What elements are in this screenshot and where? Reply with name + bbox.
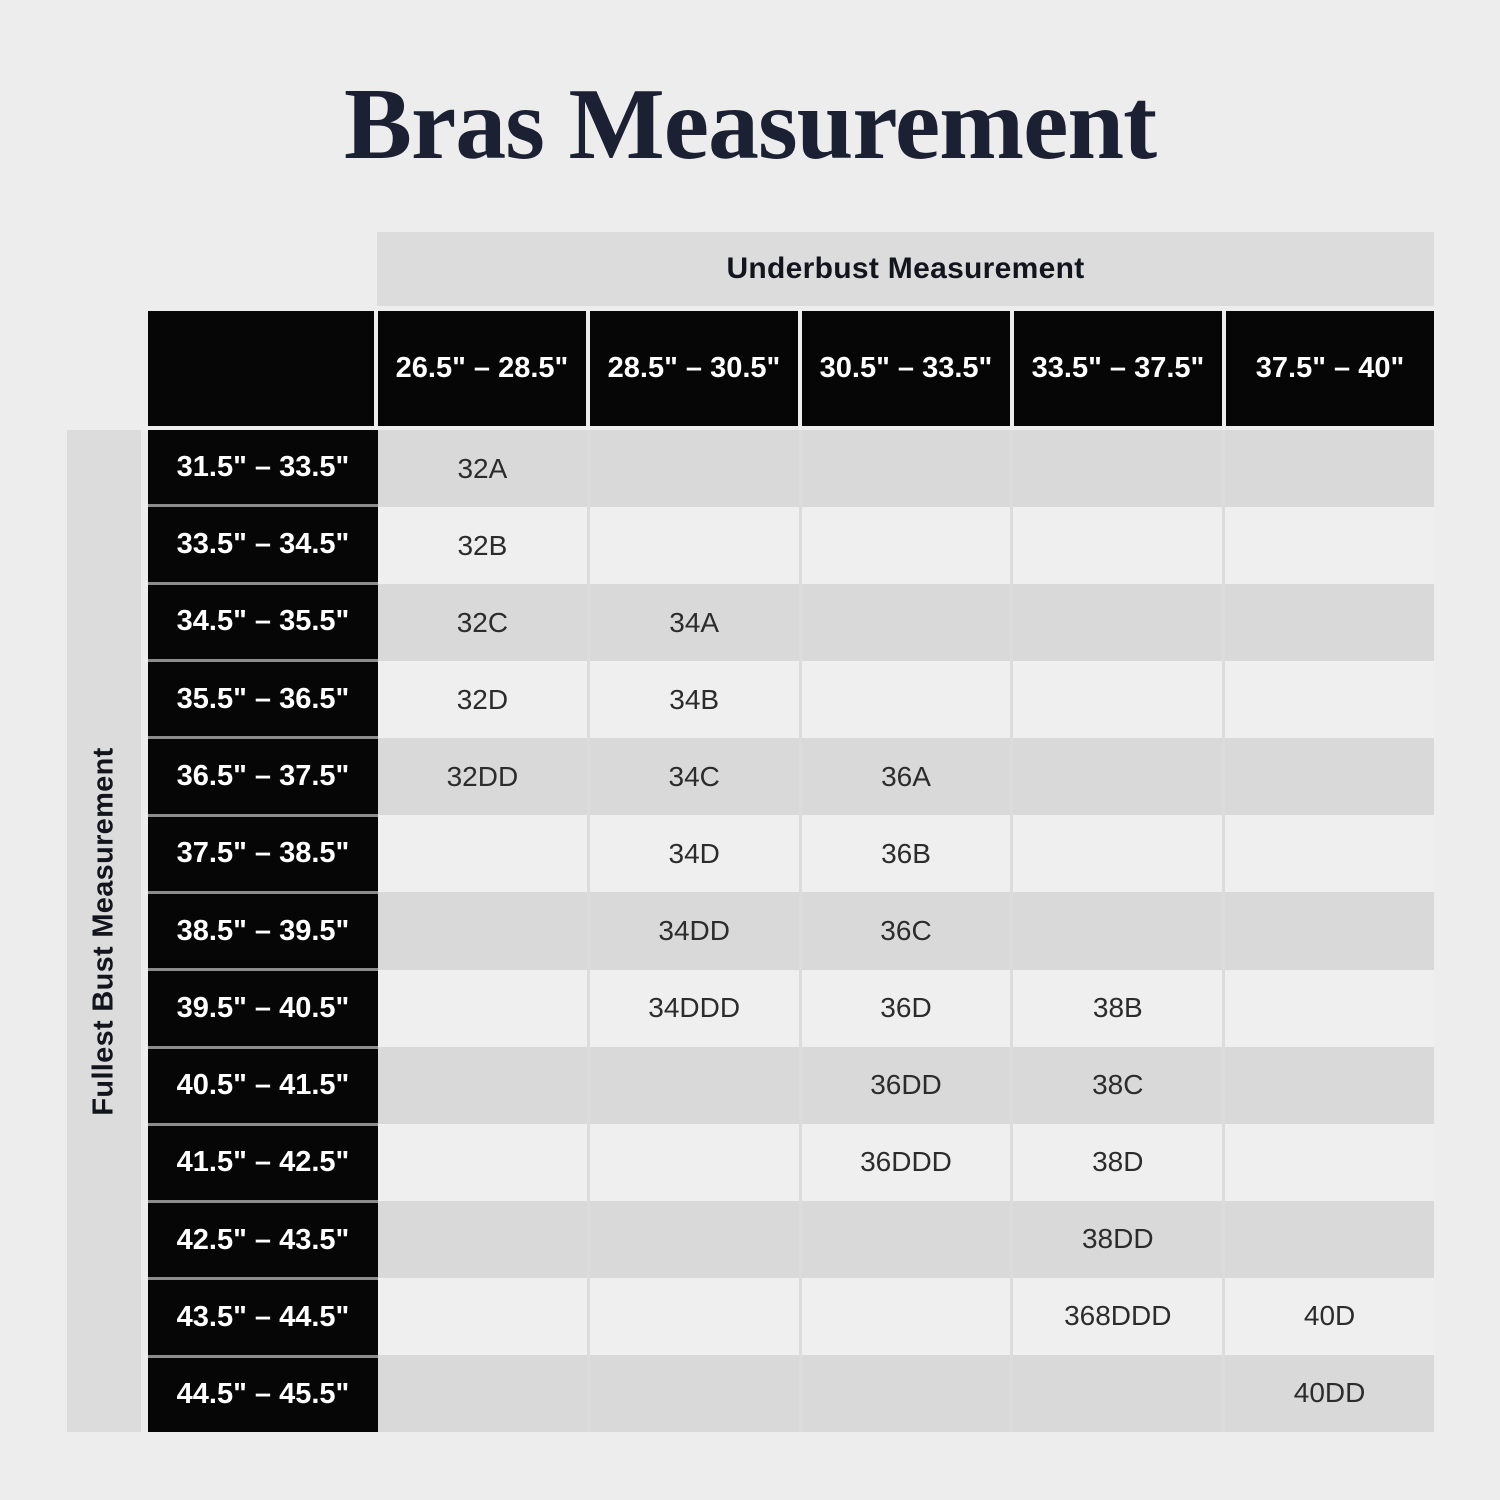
size-cell: 36D <box>799 970 1011 1047</box>
size-cell <box>587 430 799 507</box>
size-cell: 34D <box>587 815 799 892</box>
page-title: Bras Measurement <box>343 68 1157 181</box>
size-cell: 40D <box>1222 1278 1434 1355</box>
size-cell: 32DD <box>446 760 519 792</box>
size-row <box>378 892 1434 969</box>
column-header: 37.5" – 40" <box>1226 311 1434 426</box>
size-cell: 34B <box>587 661 799 738</box>
underbust-measurement-label: Underbust Measurement <box>726 252 1085 285</box>
size-cell: 38DD <box>1010 1201 1222 1278</box>
size-cell: 36A <box>799 738 1011 815</box>
size-cell <box>1010 430 1222 507</box>
size-cell <box>799 1201 1011 1278</box>
size-cell <box>1222 1047 1434 1124</box>
column-header: 30.5" – 33.5" <box>802 311 1010 426</box>
underbust-measurement-band <box>377 232 1434 306</box>
column-headers-row <box>378 311 1434 426</box>
size-cell <box>587 507 799 584</box>
size-cell: 34A <box>587 584 799 661</box>
size-cell <box>1222 430 1434 507</box>
row-header: 44.5" – 45.5" <box>148 1355 378 1432</box>
size-cell: 40DD <box>1222 1355 1434 1432</box>
size-cell: 36DD <box>799 1047 1011 1124</box>
size-row <box>378 1124 1434 1201</box>
row-header: 31.5" – 33.5" <box>148 430 378 504</box>
row-header: 43.5" – 44.5" <box>148 1277 378 1354</box>
size-cell <box>1010 738 1222 815</box>
column-header: 26.5" – 28.5" <box>378 311 586 426</box>
size-cell <box>378 1124 587 1201</box>
size-cell <box>799 1278 1011 1355</box>
size-cell: 368DDD <box>1010 1278 1222 1355</box>
row-header: 42.5" – 43.5" <box>148 1200 378 1277</box>
size-cell: 34C <box>587 738 799 815</box>
size-cell <box>1010 892 1222 969</box>
size-cell <box>378 815 587 892</box>
size-cell: 32A <box>457 452 508 484</box>
size-row <box>378 661 1434 738</box>
size-cell <box>1222 738 1434 815</box>
size-cell <box>1222 1124 1434 1201</box>
size-cell: 32B <box>457 529 508 561</box>
row-header: 40.5" – 41.5" <box>148 1046 378 1123</box>
size-row <box>378 1201 1434 1278</box>
size-cell: 38C <box>1010 1047 1222 1124</box>
size-cell <box>378 892 587 969</box>
size-cell: 38B <box>1010 970 1222 1047</box>
size-cell <box>1222 815 1434 892</box>
size-cell <box>1010 1355 1222 1432</box>
row-header: 37.5" – 38.5" <box>148 814 378 891</box>
size-cell <box>1010 815 1222 892</box>
size-cell <box>1010 661 1222 738</box>
size-row <box>378 815 1434 892</box>
size-cell: 38D <box>1010 1124 1222 1201</box>
column-header: 28.5" – 30.5" <box>590 311 798 426</box>
size-cell <box>587 1355 799 1432</box>
size-cell <box>587 1047 799 1124</box>
size-cell <box>799 430 1011 507</box>
row-header: 34.5" – 35.5" <box>148 582 378 659</box>
size-cell <box>587 1124 799 1201</box>
size-cell <box>378 1278 587 1355</box>
size-cell: 34DD <box>587 892 799 969</box>
row-header: 39.5" – 40.5" <box>148 968 378 1045</box>
size-row <box>378 507 1434 584</box>
size-cell: 36DDD <box>799 1124 1011 1201</box>
size-cell <box>1222 1201 1434 1278</box>
size-cell: 36B <box>799 815 1011 892</box>
size-row <box>378 1278 1434 1355</box>
size-row <box>378 584 1434 661</box>
table-corner-cell <box>148 311 374 426</box>
fullest-bust-measurement-label: Fullest Bust Measurement <box>87 746 120 1116</box>
size-cell <box>799 507 1011 584</box>
row-headers-column <box>148 430 378 1432</box>
size-cell <box>799 661 1011 738</box>
size-cell <box>587 1278 799 1355</box>
column-header: 33.5" – 37.5" <box>1014 311 1222 426</box>
size-cell <box>1222 507 1434 584</box>
size-row <box>378 430 1434 507</box>
size-cell <box>378 1355 587 1432</box>
size-cell <box>1222 661 1434 738</box>
size-cell <box>378 1201 587 1278</box>
fullest-bust-measurement-band <box>67 430 141 1432</box>
size-cell <box>1222 970 1434 1047</box>
row-header: 38.5" – 39.5" <box>148 891 378 968</box>
size-cell <box>587 1201 799 1278</box>
size-cell <box>799 1355 1011 1432</box>
size-cell <box>378 970 587 1047</box>
size-row <box>378 738 1434 815</box>
size-cell <box>1010 507 1222 584</box>
size-cell: 32C <box>456 606 509 638</box>
size-cell <box>799 584 1011 661</box>
row-header: 33.5" – 34.5" <box>148 504 378 581</box>
size-cell <box>1222 584 1434 661</box>
size-cell: 32D <box>456 683 509 715</box>
size-grid <box>378 430 1434 1432</box>
size-cell: 36C <box>799 892 1011 969</box>
size-row <box>378 1355 1434 1432</box>
row-header: 36.5" – 37.5" <box>148 736 378 813</box>
size-row <box>378 1047 1434 1124</box>
row-header: 41.5" – 42.5" <box>148 1123 378 1200</box>
size-cell: 34DDD <box>587 970 799 1047</box>
size-cell <box>1010 584 1222 661</box>
row-header: 35.5" – 36.5" <box>148 659 378 736</box>
size-cell <box>1222 892 1434 969</box>
size-row <box>378 970 1434 1047</box>
size-cell <box>378 1047 587 1124</box>
